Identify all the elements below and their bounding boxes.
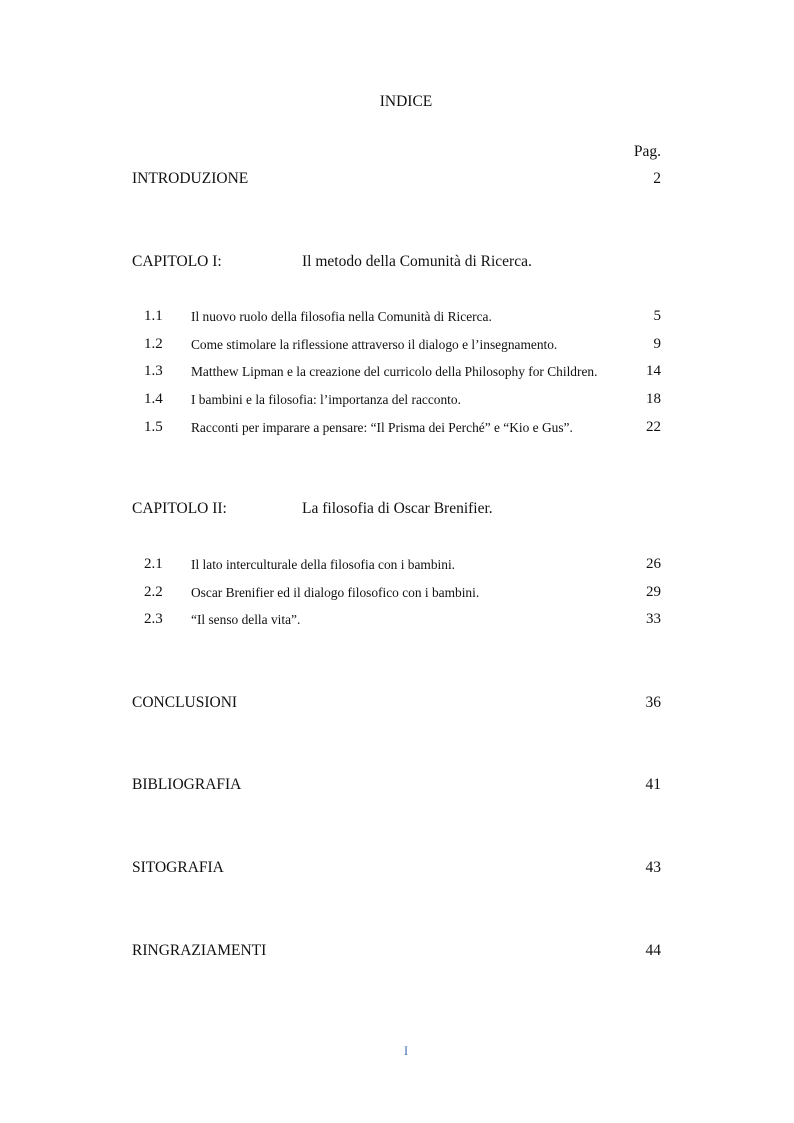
chapter-2-title: La filosofia di Oscar Brenifier. — [302, 500, 493, 517]
toc-page-conclusions: 36 — [645, 694, 661, 711]
section-number: 2.3 — [144, 611, 163, 627]
footer-page-number: I — [403, 1043, 409, 1058]
chapter-1-label: CAPITOLO I: — [132, 253, 222, 270]
toc-label-sitography: SITOGRAFIA — [132, 859, 224, 876]
page-column-label: Pag. — [633, 143, 661, 160]
section-number: 1.5 — [144, 419, 163, 435]
toc-label-acknowledgements: RINGRAZIAMENTI — [132, 942, 267, 959]
section-page: 33 — [646, 611, 661, 627]
section-page: 29 — [646, 584, 661, 600]
toc-page-acknowledgements: 44 — [645, 942, 661, 959]
chapter-1-title: Il metodo della Comunità di Ricerca. — [302, 253, 532, 270]
chapter-2-label: CAPITOLO II: — [132, 500, 227, 517]
section-title: I bambini e la filosofia: l’importanza del racconto. — [191, 392, 461, 407]
toc-page-introduction: 2 — [653, 170, 661, 187]
section-page: 18 — [646, 391, 661, 407]
section-title: Il lato interculturale della filosofia con i bambini. — [191, 557, 456, 572]
section-page: 14 — [646, 363, 661, 379]
section-number: 2.2 — [144, 584, 163, 600]
section-title: Oscar Brenifier ed il dialogo filosofico con i bambini. — [191, 585, 480, 600]
toc-label-introduction: INTRODUZIONE — [132, 170, 249, 187]
section-title: Matthew Lipman e la creazione del curricolo della Philosophy for Children. — [191, 364, 598, 379]
toc-page-sitography: 43 — [645, 859, 661, 876]
section-page: 22 — [646, 419, 661, 435]
page-title: INDICE — [379, 93, 433, 110]
section-title: “Il senso della vita”. — [191, 612, 301, 627]
section-page: 9 — [653, 336, 661, 352]
section-number: 1.4 — [144, 391, 163, 407]
section-number: 1.2 — [144, 336, 163, 352]
section-title: Racconti per imparare a pensare: “Il Prisma dei Perché” e “Kio e Gus”. — [191, 420, 573, 435]
section-number: 2.1 — [144, 556, 163, 572]
section-number: 1.1 — [144, 308, 163, 324]
section-title: Il nuovo ruolo della filosofia nella Comunità di Ricerca. — [191, 309, 492, 324]
section-page: 26 — [646, 556, 661, 572]
section-title: Come stimolare la riflessione attraverso il dialogo e l’insegnamento. — [191, 337, 558, 352]
section-page: 5 — [653, 308, 661, 324]
toc-label-bibliography: BIBLIOGRAFIA — [132, 776, 242, 793]
toc-label-conclusions: CONCLUSIONI — [132, 694, 238, 711]
toc-page-bibliography: 41 — [645, 776, 661, 793]
section-number: 1.3 — [144, 363, 163, 379]
